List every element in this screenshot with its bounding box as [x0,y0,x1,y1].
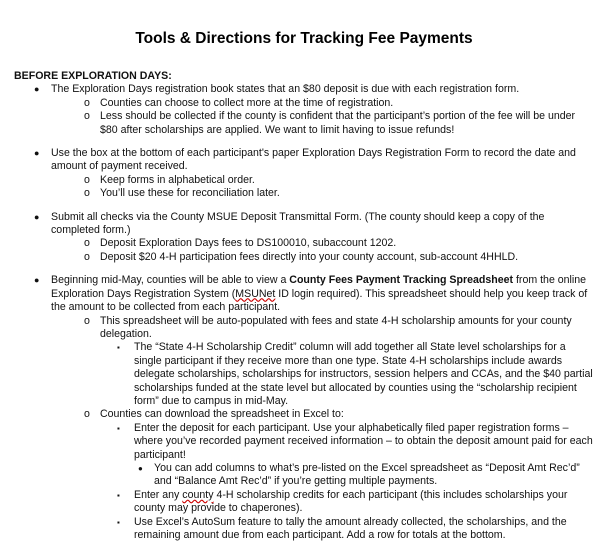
sub-item-text: This spreadsheet will be auto-populated with fees and state 4-H scholarship amounts for your county delegation. [100,314,572,340]
sub-item [14,187,594,200]
sub-sub-item-text: Use Excel’s AutoSum feature to tally the amount already collected, the scholarships, and the remaining amount due from each participant. Add a row for totals at the bottom. [134,515,567,541]
sub-item-text: Counties can choose to collect more at the time of registration. [100,96,394,109]
sub-sub-item-text: You can add columns to what’s pre-listed on the Excel spreadsheet as “Deposit Amt Rec’d” and “Balance Amt Rec’d” if you’re getting multiple payments. [154,461,580,488]
bullet-text: Use the box at the bottom of each participant's paper Exploration Days Registration Form to record the date and amount of payment received. [51,147,576,173]
sub-item-text: Keep forms in alphabetical order. [100,173,255,186]
bullet-text: The Exploration Days registration book states that an $80 deposit is due with each registration form. [51,83,520,96]
circle-marker: o [84,96,90,109]
square-marker: ▪ [117,490,120,500]
county-term: county [182,488,214,501]
sub-sub-item-text: Enter the deposit for each participant. Use your alphabetically filed paper registration forms – where you’ve recorded payment received information – to obtain the deposit amount paid for each participant! [134,421,593,461]
page-title: Tools & Directions for Tracking Fee Payments [135,30,473,47]
sub-item-text: Deposit Exploration Days fees to DS100010, subaccount 1202. [100,237,397,250]
section-heading: BEFORE EXPLORATION DAYS: [14,70,172,82]
sub-item [14,97,594,110]
spreadsheet-name: County Fees Payment Tracking Spreadsheet [289,274,514,287]
circle-marker: o [84,187,90,200]
circle-marker: o [84,250,90,263]
circle-marker: o [84,408,90,421]
bullet-text-part: Beginning mid-May, counties will be able to view a [51,274,290,287]
sub-item [14,237,594,250]
bullet-marker: ● [34,275,40,286]
sub-sub-item [14,422,594,462]
circle-marker: o [84,237,90,250]
sub-item-text: You’ll use these for reconciliation later. [100,187,280,200]
sub-item [14,110,594,137]
sub-sub-item-text: The “State 4-H Scholarship Credit” column will add together all State level scholarships for a single participant if they receive more than one type. State 4-H scholarships include awards delegate scholarships, scholarships for instructors, session helpers and CCAs, and the $40 partial scholarships funded at the state level but allocated by counties using the “scholarship recipient form” due to campus in mid-May. [134,341,593,407]
bullet-marker: ● [34,148,40,159]
circle-marker: o [84,314,90,327]
sub-sub-item-text: 4-H scholarship credits for each participant (this includes scholarships your county may provide to chaperones). [134,488,568,515]
square-marker: ▪ [117,517,120,527]
circle-marker: o [84,110,90,123]
bullet-item-record-payment [14,147,594,174]
sub-sub-item-text: Enter any [134,488,183,501]
sub-sub-item [14,341,594,408]
bullet-item-deposit [14,83,594,96]
bullet-text-part: from the online Exploration Days Registration System ( [51,274,587,300]
bullet-text: Submit all checks via the County MSUE Deposit Transmittal Form. (The county should keep a copy of the completed form.) [51,210,545,237]
bullet-text-part: ID login required). This spreadsheet should help you keep track of the amount to be collected from each participant. [51,287,588,314]
sub-item-text: Counties can download the spreadsheet in Excel to: [100,408,344,421]
circle-marker: o [84,173,90,186]
sub-item [14,408,594,421]
msunet-term: MSUNet [235,287,276,300]
bullet-item-tracking-spreadsheet [14,274,594,314]
sub-item [14,251,594,264]
sub-sub-item-deep [14,462,594,489]
sub-sub-item [14,489,594,516]
square-marker: ▪ [117,423,120,433]
sub-item-text: Less should be collected if the county is confident that the participant’s portion of the fee will be under $80 after scholarships are applied. We want to limit having to issue refunds! [100,110,576,136]
bullet-item-submit-checks [14,211,594,238]
bullet-marker: ● [34,211,40,222]
sub-item [14,174,594,187]
square-marker: ▪ [117,343,120,353]
bullet-marker: ● [34,84,40,95]
sub-item-text: Deposit $20 4-H participation fees directly into your county account, sub-account 4HHLD. [100,250,519,263]
bullet-marker: ● [138,463,143,473]
sub-item [14,315,594,342]
sub-sub-item [14,516,594,542]
